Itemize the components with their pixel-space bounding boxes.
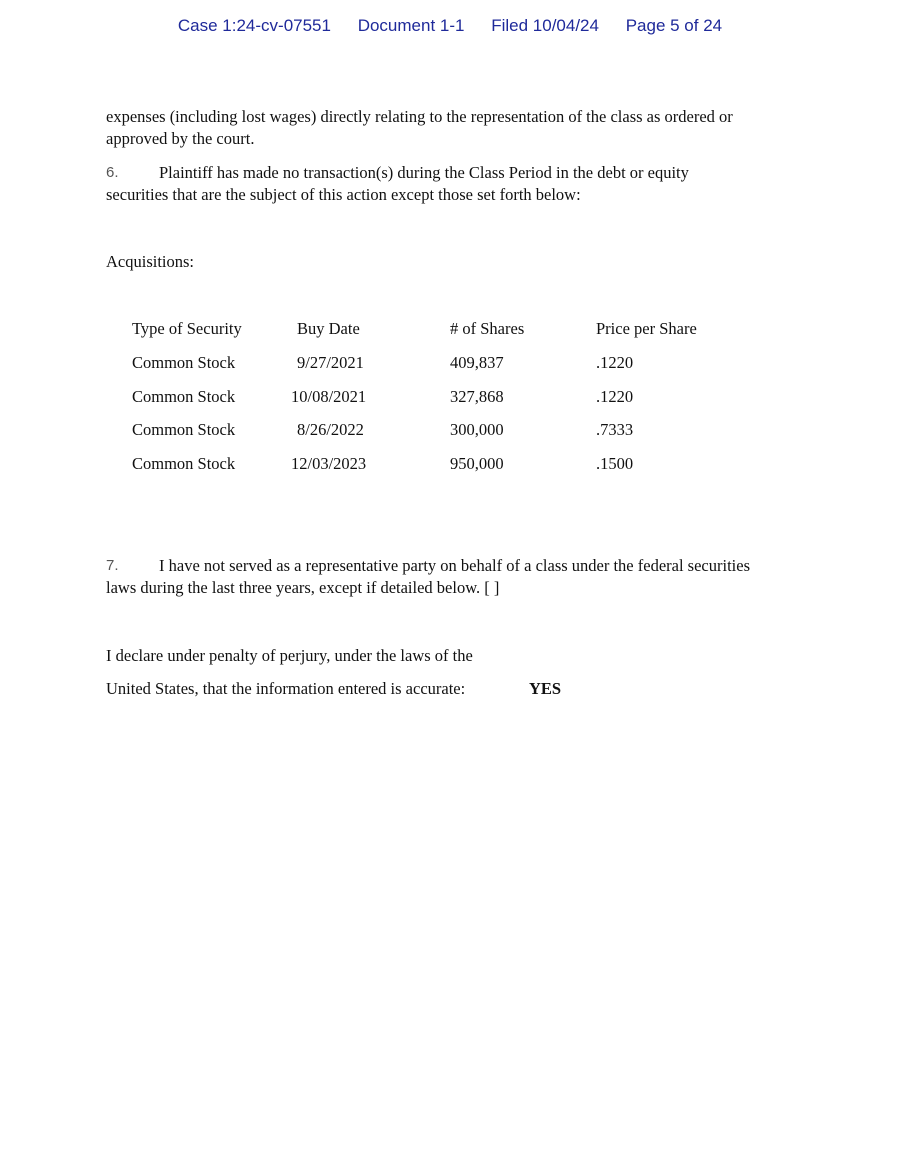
cell-type: Common Stock <box>132 420 236 439</box>
declaration-line-1: I declare under penalty of perjury, under the laws of the <box>106 646 473 665</box>
cell-type: Common Stock <box>132 387 236 406</box>
declaration-line-2: United States, that the information entered is accurate: <box>106 679 466 698</box>
cell-date: 8/26/2022 <box>297 420 364 439</box>
paragraph-continuation-line-2: approved by the court. <box>106 129 255 148</box>
document-number: Document 1-1 <box>357 16 465 35</box>
cell-shares: 409,837 <box>450 353 504 372</box>
cell-shares: 950,000 <box>450 454 504 473</box>
cell-price: .1220 <box>596 353 634 372</box>
cell-price: .1220 <box>596 387 634 406</box>
item-6-line-2: securities that are the subject of this action except those set forth below: <box>106 185 581 204</box>
acquisitions-label: Acquisitions: <box>106 252 195 271</box>
header-price-per-share: Price per Share <box>596 319 697 338</box>
cell-date: 12/03/2023 <box>291 454 367 473</box>
case-header <box>0 16 900 36</box>
paragraph-continuation-line-1: expenses (including lost wages) directly relating to the representation of the class as ordered or <box>106 107 733 126</box>
cell-date: 10/08/2021 <box>291 387 367 406</box>
item-6-line-1: Plaintiff has made no transaction(s) during the Class Period in the debt or equity <box>159 163 689 182</box>
cell-price: .1500 <box>596 454 634 473</box>
header-num-shares: # of Shares <box>450 319 525 338</box>
item-7-line-1: I have not served as a representative party on behalf of a class under the federal securities <box>159 556 750 575</box>
item-7-number: 7. <box>106 557 119 574</box>
cell-price: .7333 <box>596 420 634 439</box>
cell-shares: 327,868 <box>450 387 504 406</box>
cell-type: Common Stock <box>132 454 236 473</box>
declaration-answer: YES <box>529 679 562 698</box>
cell-shares: 300,000 <box>450 420 504 439</box>
filed-date: Filed 10/04/24 <box>491 16 599 35</box>
item-7-line-2: laws during the last three years, except if detailed below. [ ] <box>106 578 500 597</box>
cell-type: Common Stock <box>132 353 236 372</box>
page-number: Page 5 of 24 <box>625 16 723 35</box>
header-buy-date: Buy Date <box>297 319 360 338</box>
case-number: Case 1:24-cv-07551 <box>177 16 331 35</box>
header-type-of-security: Type of Security <box>132 319 242 338</box>
item-6-number: 6. <box>106 164 119 181</box>
cell-date: 9/27/2021 <box>297 353 364 372</box>
